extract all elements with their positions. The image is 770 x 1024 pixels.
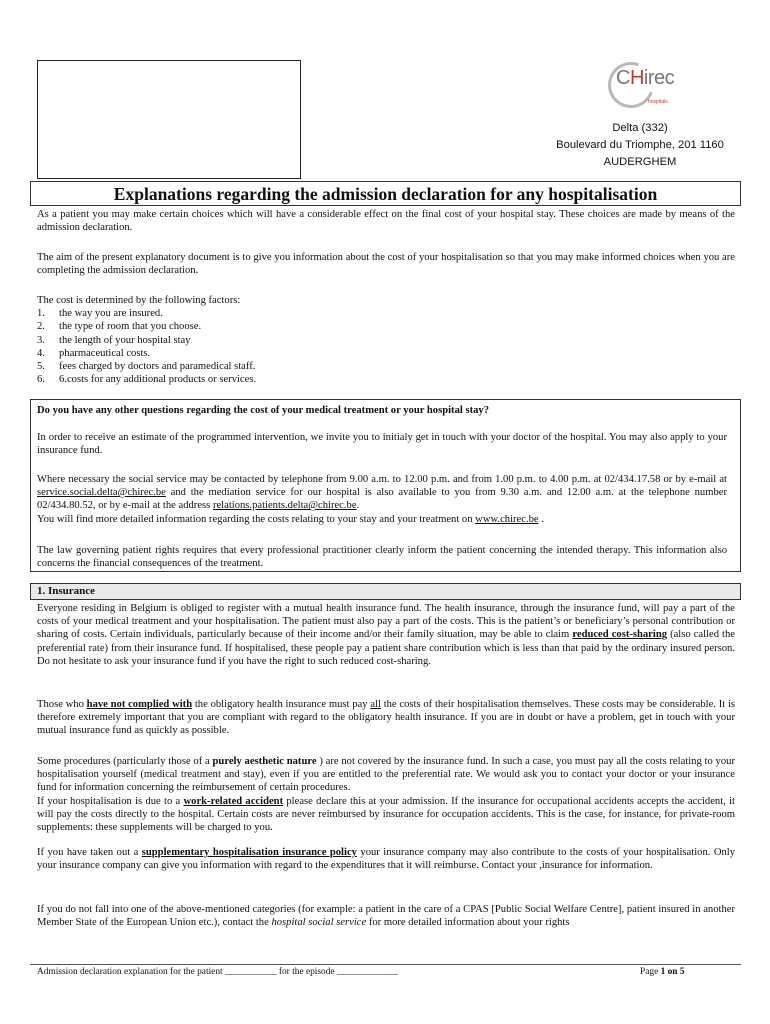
- address-line-1: Delta (332): [612, 122, 668, 134]
- questions-paragraph-1: In order to receive an estimate of the programmed intervention, we invite you to initialy get in touch with your doctor of the hospital. You may also apply to your insurance fund.: [37, 432, 727, 457]
- factor-item: 5. fees charged by doctors and paramedical staff.: [37, 361, 256, 373]
- questions-box: [30, 399, 741, 572]
- insurance-paragraph-5: If you do not fall into one of the above-mentioned categories (for example: a patient in the care of a CPAS [Public Social Welfare Centre], patient insured in another Member State of the European Union etc.), contact the hospital social service for more detailed information about your rights: [37, 904, 735, 929]
- questions-paragraph-2: Where necessary the social service may be contacted by telephone from 9.00 a.m. to 12.00 p.m. and from 1.00 p.m. to 4.00 p.m. at 02/434.17.58 or by e-mail at service.social.delta@chirec.be and the mediation service for our hospital is also available to you from 9.30 a.m. and 12.00 a.m. at the telephone number 02/434.80.52, or by e-mail at the address relations.patients.delta@chirec.be. You will find more detailed information regarding the costs relating to your stay and your treatment on www.chirec.be .: [37, 474, 727, 525]
- insurance-paragraph-4: If you have taken out a supplementary hospitalisation insurance policy your insurance company may also contribute to the costs of your hospitalisation. Only your insurance company can give you information with regard to the expenditures that it will reimburse. Contact your ,insurance for information.: [37, 847, 736, 872]
- intro-paragraph-2: The aim of the present explanatory document is to give you information about the cost of your hospitalisation so that you may make informed choices when you are completing the admission declaration.: [37, 252, 735, 277]
- insurance-paragraph-3: Some procedures (particularly those of a purely aesthetic nature ) are not covered by the insurance fund. In such a case, you must pay all the costs relating to your hospitalisation yourself (medical treatment and stay), even if you are entitled to the preferential rate. We would ask you to contact your doctor or your insurance fund for information concerning the reimbursement of certain procedures. If your hospitalisation is due to a work-related accident please declare this at your admission. If the insurance for occupational accidents accepts the accident, it will pay the costs directly to the hospital. Certain costs are never reimbursed by insurance for occupation accidents. This is the case, for instance, for private-room supplements: these supplements will be charged to you.: [37, 756, 735, 834]
- address-line-2: Boulevard du Triomphe, 201 1160: [556, 139, 724, 151]
- factor-item: 1. the way you are insured.: [37, 308, 163, 320]
- questions-paragraph-3: The law governing patient rights requires that every professional practitioner clearly inform the patient concerning the intended therapy. This information also concerns the financial consequences of the treatment.: [37, 545, 727, 570]
- chirec-logo: CHirec hospitals: [608, 60, 678, 108]
- factor-item: 3. the length of your hospital stay: [37, 334, 191, 346]
- blank-frame: [37, 60, 301, 179]
- insurance-paragraph-2: Those who have not complied with the obligatory health insurance must pay all the costs of their hospitalisation themselves. These costs may be considerable. It is therefore extremely important that you are compliant with regard to the obligatory health insurance. If you are in doubt or have a problem, get in touch with your mutual insurance fund as quickly as possible.: [37, 699, 736, 737]
- footer-divider: [30, 964, 741, 965]
- social-service-email-link[interactable]: service.social.delta@chirec.be: [37, 487, 166, 499]
- factors-intro: The cost is determined by the following factors:: [37, 295, 241, 306]
- hospital-address: [520, 120, 760, 171]
- cost-factors: [37, 294, 437, 386]
- address-line-3: AUDERGHEM: [603, 156, 677, 168]
- footer-text: Admission declaration explanation for the patient ___________ for the episode _____________: [37, 967, 398, 977]
- patient-relations-email-link[interactable]: relations.patients.delta@chirec.be: [212, 500, 357, 512]
- factor-item: 6. 6.costs for any additional products or services.: [37, 374, 257, 386]
- factor-item: 4. pharmaceutical costs.: [37, 347, 151, 359]
- intro-paragraph-1: As a patient you may make certain choices which will have a considerable effect on the final cost of your hospital stay. These choices are made by means of the admission declaration.: [37, 209, 735, 234]
- questions-title: Do you have any other questions regarding the cost of your medical treatment or your hospital stay?: [37, 405, 489, 416]
- chirec-website-link[interactable]: www.chirec.be: [475, 513, 539, 525]
- factor-item: 2. the type of room that you choose.: [37, 321, 202, 333]
- page-number: Page 1 on 5: [640, 967, 685, 977]
- document-title: Explanations regarding the admission declaration for any hospitalisation: [30, 181, 741, 206]
- insurance-paragraph-1: Everyone residing in Belgium is obliged to register with a mutual health insurance fund. The health insurance, through the insurance fund, will pay a part of the costs of your medical treatment and your hospitalisation. The patient must also pay a part of the costs. This is the patient’s or beneficiary’s personal contribution or sharing of costs. Certain individuals, particularly because of their income and/or their family situation, may be able to claim reduced cost-sharing (also called the preferential rate) from their insurance fund. If hospitalised, these people pay a patient share contribution which is less than that paid by the ordinary insured person. Do not hesitate to ask your insurance fund if you have the right to such reduced cost-sharing.: [37, 603, 735, 667]
- insurance-heading: 1. Insurance: [30, 583, 741, 600]
